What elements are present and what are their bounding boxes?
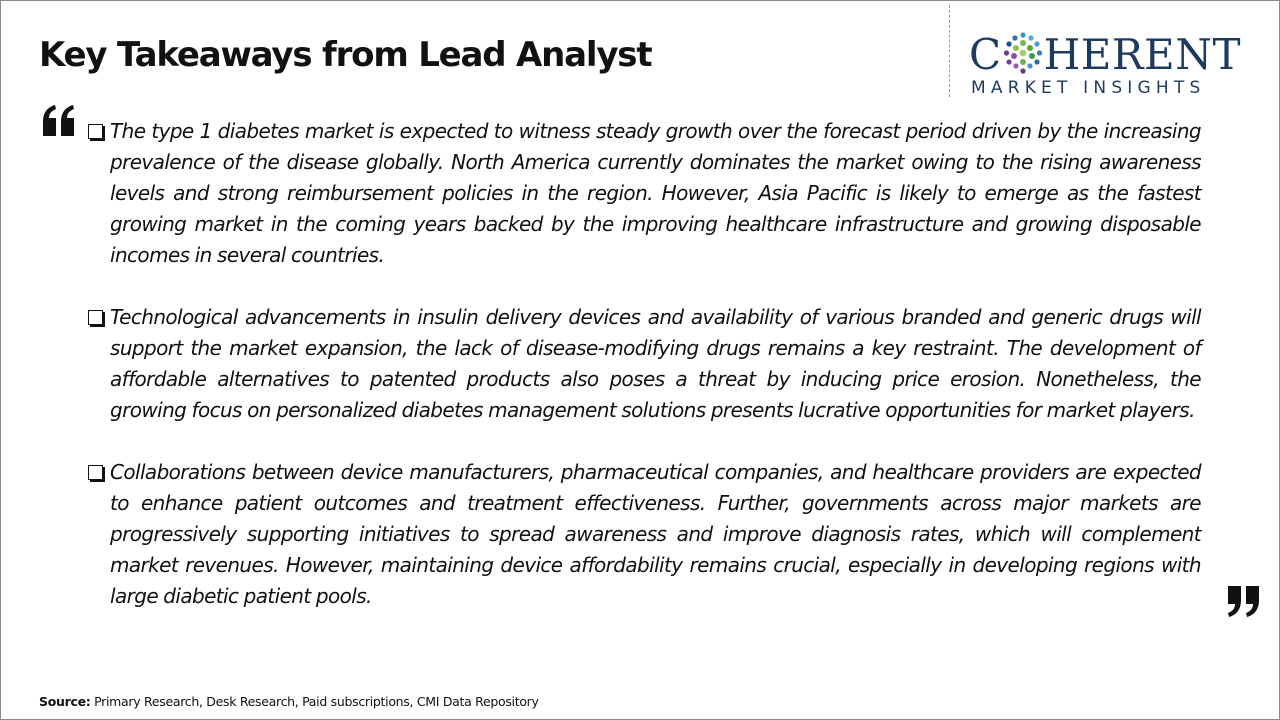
logo-wordmark [969,31,1241,79]
logo-dots-icon [1003,31,1043,75]
source-label: Source: [39,694,91,709]
takeaway-item [85,457,1201,612]
close-quote-icon [1225,584,1261,618]
checkbox-bullet-icon [88,124,103,139]
logo-divider [949,5,950,97]
logo-letters-herent: HERENT [1043,30,1241,79]
takeaways-list [85,116,1201,643]
takeaway-text: Collaborations between device manufacturers, pharmaceutical companies, and healthcare providers are expected to enhance patient outcomes and treatment effectiveness. Further, governments across major markets are progressively supporting initiatives to spread awareness and improve diagnosis rates, which will complement market revenues. However, maintaining device affordability remains crucial, especially in developing regions with large diabetic patient pools. [110,460,1201,608]
logo-letter-c: C [969,30,1002,79]
takeaway-item [85,302,1201,426]
takeaway-text: The type 1 diabetes market is expected to witness steady growth over the forecast period driven by the increasing prevalence of the disease globally. North America currently dominates the market owing to the rising awareness levels and strong reimbursement policies in the region. However, Asia Pacific is likely to emerge as the fastest growing market in the coming years backed by the improving healthcare infrastructure and growing disposable incomes in several countries. [110,119,1201,267]
checkbox-bullet-icon [88,465,103,480]
source-text: Primary Research, Desk Research, Paid subscriptions, CMI Data Repository [94,694,539,709]
open-quote-icon [41,104,77,138]
company-logo [969,31,1261,101]
source-note [39,694,539,709]
logo-subtitle: MARKET INSIGHTS [971,78,1206,98]
takeaway-text: Technological advancements in insulin delivery devices and availability of various branded and generic drugs will support the market expansion, the lack of disease-modifying drugs remains a key restraint. The development of affordable alternatives to patented products also poses a threat by inducing price erosion. Nonetheless, the growing focus on personalized diabetes management solutions presents lucrative opportunities for market players. [110,305,1201,422]
page-title: Key Takeaways from Lead Analyst [39,35,652,75]
takeaway-item [85,116,1201,271]
checkbox-bullet-icon [88,310,103,325]
